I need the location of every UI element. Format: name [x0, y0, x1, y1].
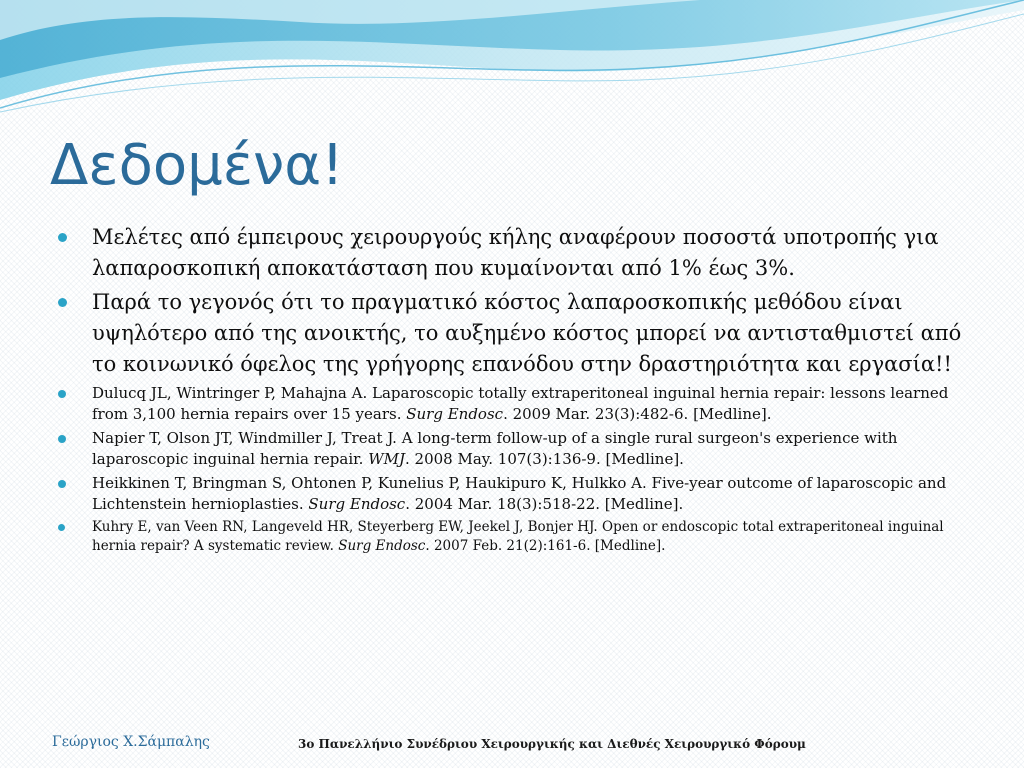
- reference-text: Dulucq JL, Wintringer P, Mahajna A. Laparoscopic totally extraperitoneal inguinal hernia repair: lessons learned from 3,100 hernia repairs over 15 years. Surg Endosc. 2009 Mar. 23(3):482-6. [Medline].: [92, 384, 949, 423]
- bullet-dot-icon: [58, 435, 66, 443]
- list-item: [58, 222, 970, 284]
- reference-text: Kuhry E, van Veen RN, Langeveld HR, Steyerberg EW, Jeekel J, Bonjer HJ. Open or endoscopic total extraperitoneal inguinal hernia repair? A systematic review. Surg Endosc. 2007 Feb. 21(2):161-6. [Medline].: [92, 519, 944, 554]
- reference-item: [58, 473, 970, 515]
- journal-name: WMJ: [368, 450, 405, 468]
- reference-text: Napier T, Olson JT, Windmiller J, Treat J. A long-term follow-up of a single rural surgeon's experience with laparoscopic inguinal hernia repair. WMJ. 2008 May. 107(3):136-9. [Medline].: [92, 429, 898, 468]
- list-item: [58, 287, 970, 380]
- header-waves-decoration: [0, 0, 1024, 120]
- reference-text: Heikkinen T, Bringman S, Ohtonen P, Kunelius P, Haukipuro K, Hulkko A. Five-year outcome of laparoscopic and Lichtenstein hernioplasties. Surg Endosc. 2004 Mar. 18(3):518-22. [Medline].: [92, 474, 947, 513]
- reference-item: [58, 428, 970, 470]
- bullet-text: Μελέτες από έμπειρους χειρουργούς κήλης αναφέρουν ποσοστά υποτροπής για λαπαροσκοπική αποκατάσταση που κυμαίνονται από 1% έως 3%.: [92, 225, 939, 280]
- bullet-dot-icon: [58, 298, 67, 307]
- bullet-dot-icon: [58, 480, 66, 488]
- journal-name: Surg Endosc: [308, 495, 406, 513]
- footer-event: 3ο Πανελλήνιο Συνέδριου Χειρουργικής και Διεθνές Χειρουργικό Φόρουμ: [298, 737, 806, 751]
- page-title: Δεδομένα!: [50, 133, 344, 198]
- reference-item: [58, 518, 970, 556]
- bullet-dot-icon: [58, 524, 65, 531]
- reference-item: [58, 383, 970, 425]
- journal-name: Surg Endosc: [406, 405, 504, 423]
- bullet-text: Παρά το γεγονός ότι το πραγματικό κόστος λαπαροσκοπικής μεθόδου είναι υψηλότερο από της ανοικτής, το αυξημένο κόστος μπορεί να αντισταθμιστεί από το κοινωνικό όφελος της γρήγορης επανόδου στην δραστηριότητα και εργασία!!: [92, 290, 962, 376]
- bullet-dot-icon: [58, 390, 66, 398]
- bullet-dot-icon: [58, 233, 67, 242]
- footer-author: Γεώργιος Χ.Σάμπαλης: [52, 734, 210, 750]
- bullet-list: [58, 222, 970, 556]
- journal-name: Surg Endosc: [338, 538, 426, 554]
